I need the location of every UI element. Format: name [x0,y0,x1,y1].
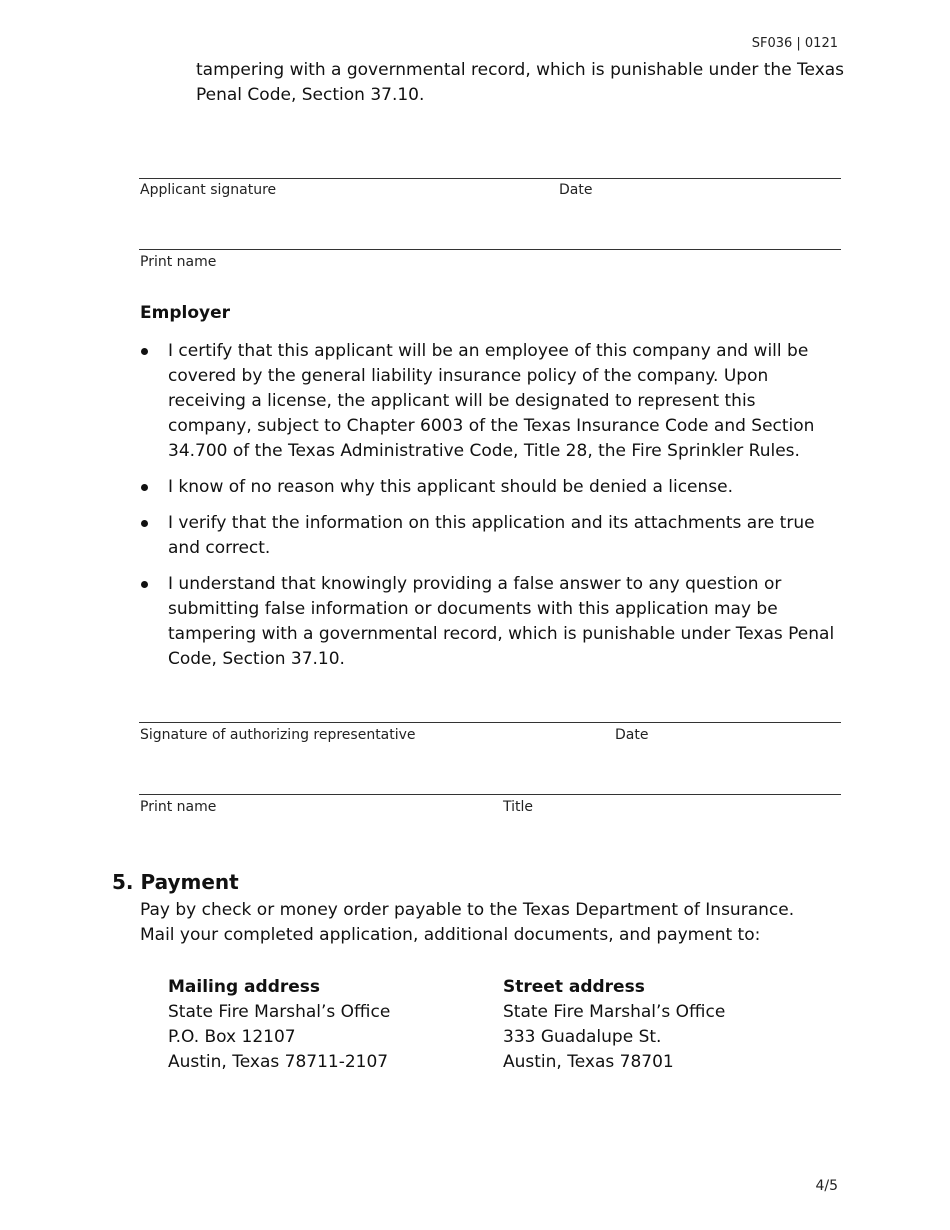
employer-bullet-list [140,339,840,683]
street-address-line-street: 333 Guadalupe St. [503,1027,662,1047]
employer-date-label: Date [615,727,649,743]
mailing-address-title: Mailing address [168,977,321,997]
employer-bullet-no-reason: I know of no reason why this applicant should be denied a license. [140,475,840,500]
employer-signature-label: Signature of authorizing representative [140,727,416,743]
applicant-print-name-label: Print name [140,254,217,270]
mailing-address-line-po-box: P.O. Box 12107 [168,1027,296,1047]
street-address-title: Street address [503,977,645,997]
employer-signature-line [139,722,841,723]
employer-bullet-certify: I certify that this applicant will be an employee of this company and will be covered by the general liability insurance policy of the company. Upon receiving a license, the applicant will be designated to represent this company, subject to Chapter 6003 of the Texas Insurance Code and Section 34.700 of the Texas Administrative Code, Title 28, the Fire Sprinkler Rules. [140,339,840,464]
employer-heading: Employer [140,303,230,323]
payment-intro: Pay by check or money order payable to the Texas Department of Insurance. Mail your completed application, additional documents, and payment to: [140,900,795,945]
applicant-signature-label: Applicant signature [140,182,277,198]
payment-heading: 5. Payment [112,870,239,894]
employer-print-name-label: Print name [140,799,217,815]
applicant-date-label: Date [559,182,593,198]
applicant-signature-line [139,178,841,179]
applicant-print-name-line [139,249,841,250]
street-address-line-office: State Fire Marshal’s Office [503,1002,726,1022]
employer-print-name-line [139,794,841,795]
mailing-address-line-office: State Fire Marshal’s Office [168,1002,391,1022]
street-address-block [503,975,725,1075]
employer-title-label: Title [503,799,534,815]
employer-bullet-understand: I understand that knowingly providing a false answer to any question or submitting false information or documents with this application may be tampering with a governmental record, which is punishable under Texas Penal Code, Section 37.10. [140,572,840,672]
mailing-address-block [168,975,390,1075]
page-number: 4/5 [815,1178,838,1194]
street-address-line-city: Austin, Texas 78701 [503,1052,674,1072]
continued-paragraph: tampering with a governmental record, which is punishable under the Texas Penal Code, Section 37.10. [196,60,845,105]
form-code: SF036 | 0121 [751,36,838,51]
employer-bullet-verify: I verify that the information on this application and its attachments are true and correct. [140,511,840,561]
mailing-address-line-city: Austin, Texas 78711-2107 [168,1052,389,1072]
